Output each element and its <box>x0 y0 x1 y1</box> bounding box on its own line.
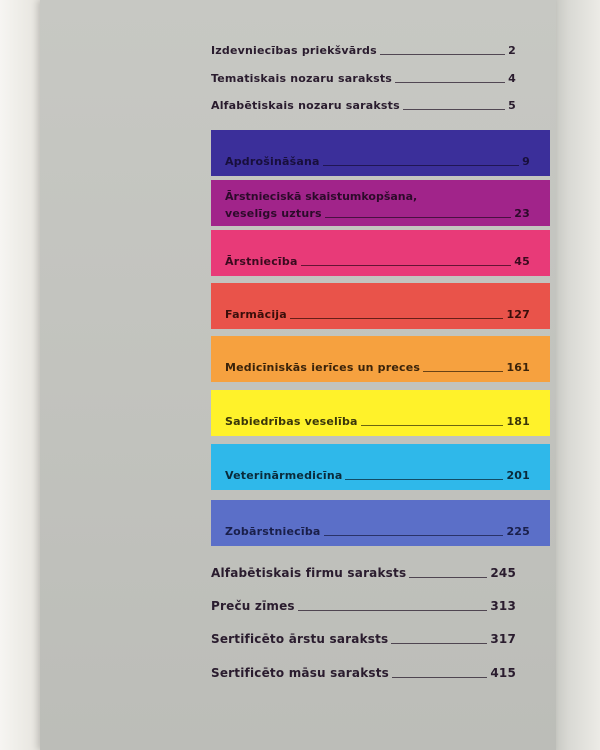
toc-entry-sertificeto-masu-saraksts[interactable] <box>211 666 516 680</box>
toc-page-number: 9 <box>522 155 530 168</box>
dot-leader <box>391 643 487 644</box>
section-band-sabiedribas-veseliba[interactable] <box>211 390 550 436</box>
section-band-arstnieciska-skaistumkopsana[interactable] <box>211 180 550 226</box>
toc-entry-tematiskais-nozaru-saraksts[interactable] <box>211 72 516 85</box>
dot-leader <box>361 425 504 426</box>
toc-entry-alfabetiskais-nozaru-saraksts[interactable] <box>211 99 516 112</box>
toc-entry-label: Alfabētiskais nozaru saraksts <box>211 99 400 112</box>
toc-entry-label: Farmācija <box>225 308 287 321</box>
section-band-zobarstnieciba[interactable] <box>211 500 550 546</box>
toc-page-number: 127 <box>506 308 530 321</box>
dot-leader <box>298 610 488 611</box>
toc-entry-label: Veterinārmedicīna <box>225 469 343 482</box>
toc-entry-label: veselīgs uzturs <box>225 207 322 220</box>
toc-entry-label: Zobārstniecība <box>225 525 321 538</box>
dot-leader <box>392 677 487 678</box>
toc-entry-precu-zimes[interactable] <box>211 599 516 613</box>
toc-page-number: 23 <box>514 207 530 220</box>
dot-leader <box>325 217 512 218</box>
toc-page-number: 245 <box>490 566 516 580</box>
toc-page-number: 5 <box>508 99 516 112</box>
dot-leader <box>403 109 505 110</box>
toc-entry-label: Izdevniecības priekšvārds <box>211 44 377 57</box>
toc-page-number: 317 <box>490 632 516 646</box>
dot-leader <box>409 577 487 578</box>
section-band-veterinarmedicina[interactable] <box>211 444 550 490</box>
dot-leader <box>290 318 504 319</box>
toc-page-number: 4 <box>508 72 516 85</box>
section-band-mediciniskas-ierices[interactable] <box>211 336 550 382</box>
dot-leader <box>395 82 505 83</box>
toc-entry-izdevniecibas-prieksvards[interactable] <box>211 44 516 57</box>
toc-entry-label: Tematiskais nozaru saraksts <box>211 72 393 85</box>
toc-entry-label-line1: Ārstnieciskā skaistumkopšana, <box>225 190 418 203</box>
dot-leader <box>324 535 504 536</box>
toc-entry-label: Sertificēto māsu saraksts <box>211 666 390 680</box>
toc-entry-label: Sabiedrības veselība <box>225 415 358 428</box>
toc-entry-label: Apdrošināšana <box>225 155 320 168</box>
toc-page-number: 45 <box>514 255 530 268</box>
section-band-farmacija[interactable] <box>211 283 550 329</box>
toc-entry-label: Alfabētiskais firmu saraksts <box>211 566 407 580</box>
toc-page-number: 313 <box>490 599 516 613</box>
toc-entry-label: Preču zīmes <box>211 599 295 613</box>
section-band-arstnieciba[interactable] <box>211 230 550 276</box>
toc-entry-label: Sertificēto ārstu saraksts <box>211 632 389 646</box>
table-of-contents <box>40 0 556 750</box>
section-band-apdrosinasana[interactable] <box>211 130 550 176</box>
dot-leader <box>345 479 503 480</box>
toc-entry-label: Medicīniskās ierīces un preces <box>225 361 421 374</box>
toc-page-number: 201 <box>506 469 530 482</box>
toc-page-number: 161 <box>506 361 530 374</box>
dot-leader <box>301 265 512 266</box>
toc-page-number: 2 <box>508 44 516 57</box>
toc-page-number: 181 <box>506 415 530 428</box>
toc-entry-label: Ārstniecība <box>225 255 298 268</box>
toc-page-number: 225 <box>506 525 530 538</box>
dot-leader <box>323 165 520 166</box>
dot-leader <box>380 54 505 55</box>
toc-entry-sertificeto-arstu-saraksts[interactable] <box>211 632 516 646</box>
dot-leader <box>423 371 503 372</box>
toc-entry-alfabetiskais-firmu-saraksts[interactable] <box>211 566 516 580</box>
contents-page <box>40 0 556 750</box>
toc-page-number: 415 <box>490 666 516 680</box>
